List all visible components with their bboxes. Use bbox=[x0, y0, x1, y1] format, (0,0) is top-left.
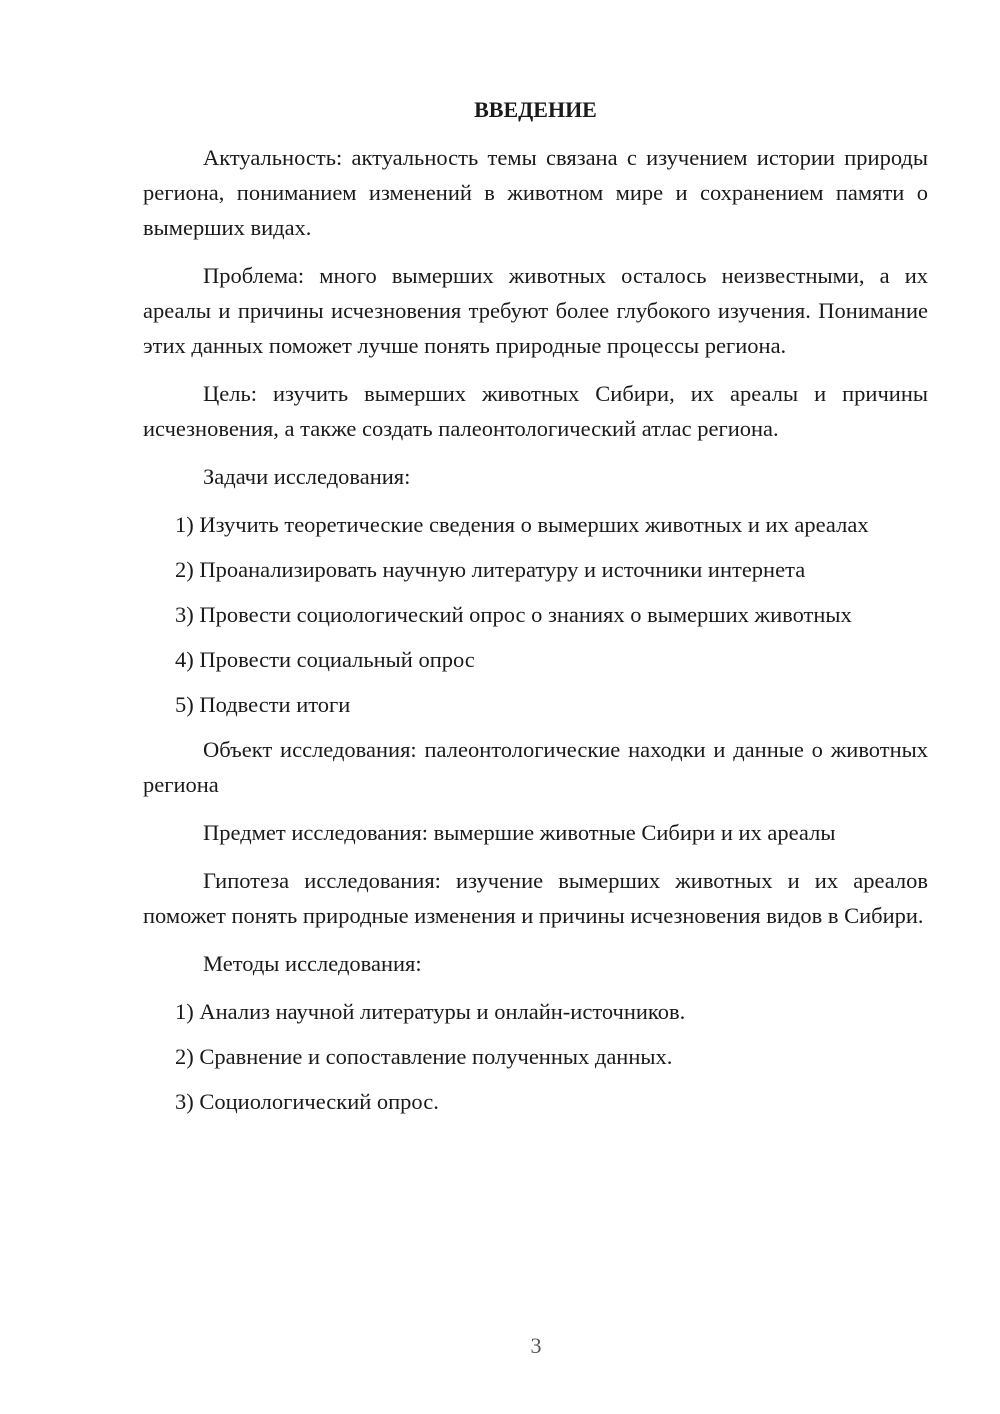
task-item-2: 2) Проанализировать научную литературу и источники интернета bbox=[175, 557, 806, 582]
method-item-3: 3) Социологический опрос. bbox=[175, 1089, 439, 1114]
document-page bbox=[143, 92, 928, 1129]
hypothesis-paragraph: Гипотеза исследования: изучение вымерших животных и их ареалов поможет понять природные изменения и причины исчезновения видов в Сибири. bbox=[143, 868, 928, 928]
task-item-4: 4) Провести социальный опрос bbox=[175, 647, 475, 672]
tasks-heading: Задачи исследования: bbox=[203, 464, 411, 489]
task-item-5: 5) Подвести итоги bbox=[175, 692, 351, 717]
method-item-1: 1) Анализ научной литературы и онлайн-источников. bbox=[175, 999, 686, 1024]
page-number: 3 bbox=[530, 1333, 542, 1358]
subject-paragraph: Предмет исследования: вымершие животные Сибири и их ареалы bbox=[203, 820, 836, 845]
task-item-1: 1) Изучить теоретические сведения о вымерших животных и их ареалах bbox=[175, 512, 869, 537]
method-item-2: 2) Сравнение и сопоставление полученных данных. bbox=[175, 1044, 673, 1069]
section-title: ВВЕДЕНИЕ bbox=[474, 97, 597, 122]
task-item-3: 3) Провести социологический опрос о знаниях о вымерших животных bbox=[175, 602, 852, 627]
relevance-paragraph: Актуальность: актуальность темы связана с изучением истории природы региона, пониманием изменений в животном мире и сохранением памяти о вымерших видах. bbox=[143, 145, 928, 240]
object-paragraph: Объект исследования: палеонтологические находки и данные о животных региона bbox=[143, 737, 928, 797]
goal-paragraph: Цель: изучить вымерших животных Сибири, их ареалы и причины исчезновения, а также создать палеонтологический атлас региона. bbox=[143, 381, 928, 441]
methods-heading: Методы исследования: bbox=[203, 951, 422, 976]
problem-paragraph: Проблема: много вымерших животных осталось неизвестными, а их ареалы и причины исчезновения требуют более глубокого изучения. Понимание этих данных поможет лучше понять природные процессы региона. bbox=[143, 263, 928, 358]
